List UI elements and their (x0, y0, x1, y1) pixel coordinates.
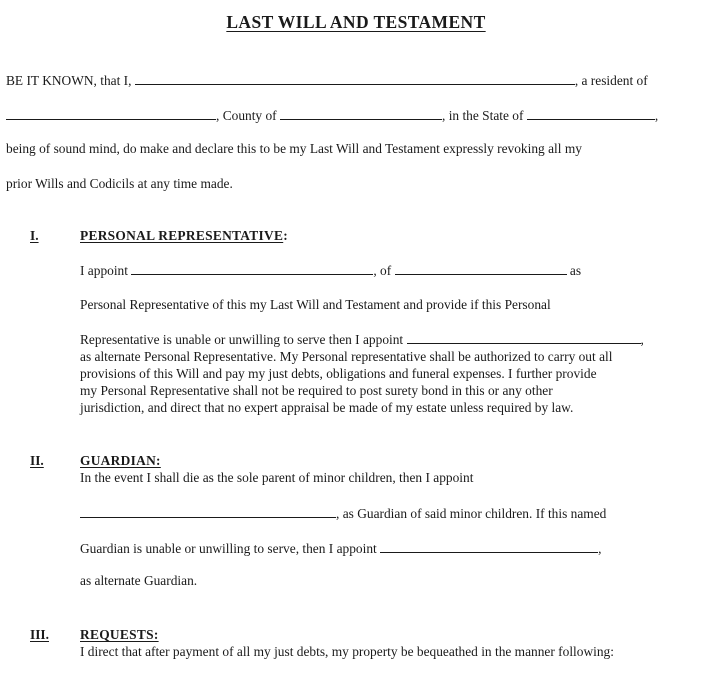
section-number: II. (30, 453, 44, 468)
requests-line-1: I direct that after payment of all my just debts, my property be bequeathed in the manner following: (80, 644, 614, 659)
document-title: LAST WILL AND TESTAMENT (226, 12, 486, 32)
guardian-text: , (598, 541, 602, 556)
section-heading: GUARDIAN: (80, 453, 161, 468)
testator-name-blank[interactable] (135, 72, 575, 85)
representative-paragraph (80, 348, 612, 416)
section-number: III. (30, 627, 49, 642)
guardian-text: , as Guardian of said minor children. If this named (336, 506, 607, 521)
guardian-name-blank[interactable] (80, 505, 336, 518)
intro-line-1 (6, 72, 648, 89)
representative-line: Personal Representative of this my Last Will and Testament and provide if this Personal (80, 297, 551, 312)
paragraph-line: provisions of this Will and pay my just debts, obligations and funeral expenses. I further provide (80, 366, 597, 381)
intro-text: , (654, 108, 659, 123)
appoint-text: , of (373, 263, 392, 278)
paragraph-line: as alternate Personal Representative. My Personal representative shall be authorized to carry out all (80, 349, 613, 364)
heading-colon: : (283, 228, 288, 243)
intro-text: BE IT KNOWN, that I, (6, 73, 132, 88)
intro-line-3: being of sound mind, do make and declare this to be my Last Will and Testament expressly revoking all my (6, 141, 582, 156)
intro-line-2 (6, 107, 658, 124)
representative-location-blank[interactable] (395, 262, 567, 275)
paragraph-line: jurisdiction, and direct that no expert appraisal be made of my estate unless required by law. (80, 400, 574, 415)
alternate-guardian-blank[interactable] (380, 540, 598, 553)
representative-name-blank[interactable] (131, 262, 373, 275)
guardian-line-1: In the event I shall die as the sole parent of minor children, then I appoint (80, 470, 474, 485)
intro-text: , County of (216, 108, 277, 123)
section-heading: REQUESTS: (80, 627, 159, 642)
intro-text: , in the State of (442, 108, 524, 123)
guardian-line-4: as alternate Guardian. (80, 573, 198, 588)
appoint-line (80, 262, 581, 279)
guardian-line-2 (80, 505, 606, 522)
state-blank[interactable] (527, 107, 655, 120)
guardian-text: Guardian is unable or unwilling to serve, then I appoint (80, 541, 377, 556)
appoint-text: Representative is unable or unwilling to serve then I appoint (80, 332, 404, 347)
alternate-representative-blank[interactable] (407, 331, 641, 344)
alternate-appoint-line (80, 331, 644, 348)
intro-text: , a resident of (574, 73, 648, 88)
paragraph-line: my Personal Representative shall not be required to post surety bond in this or any other (80, 383, 553, 398)
guardian-line-3 (80, 540, 601, 557)
county-blank[interactable] (280, 107, 442, 120)
city-blank[interactable] (6, 107, 216, 120)
appoint-text: , (640, 332, 644, 347)
intro-line-4: prior Wills and Codicils at any time made. (6, 176, 233, 191)
section-heading: PERSONAL REPRESENTATIVE (80, 228, 284, 243)
appoint-text: as (569, 263, 582, 278)
section-number: I. (30, 228, 39, 243)
appoint-text: I appoint (80, 263, 128, 278)
section-heading-row (80, 228, 288, 244)
